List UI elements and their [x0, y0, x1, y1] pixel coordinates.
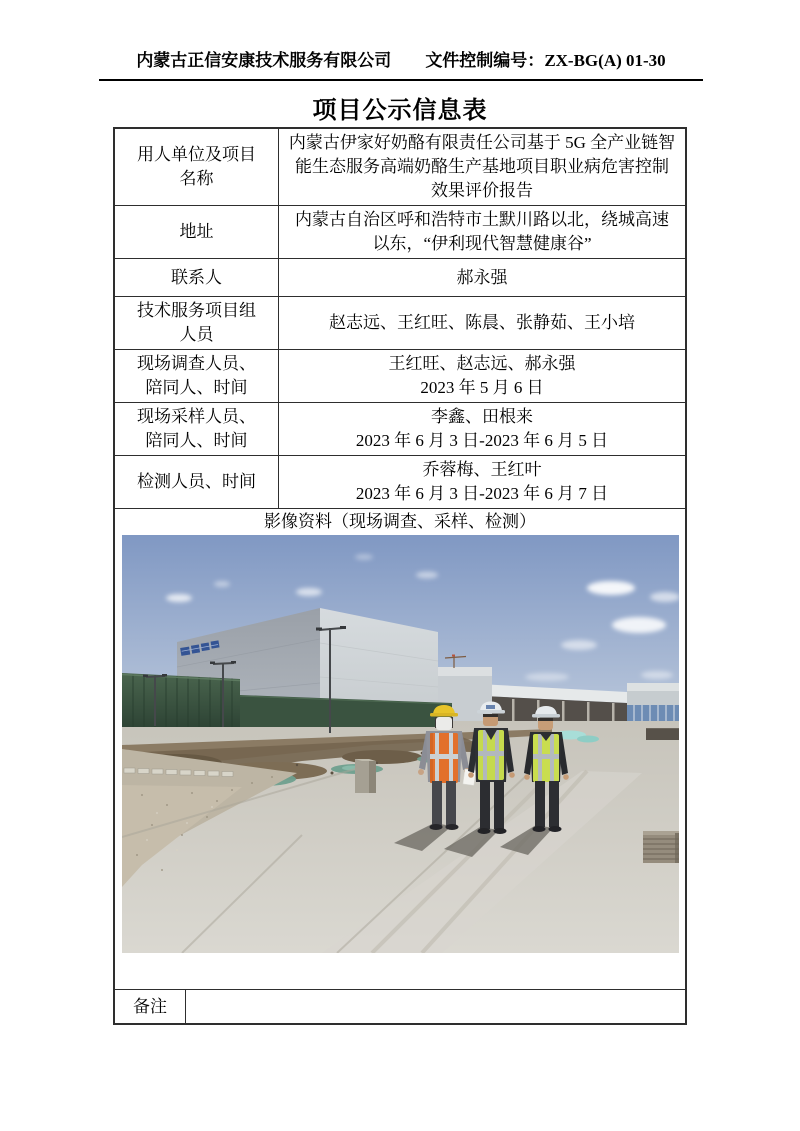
row-label: 现场采样人员、陪同人、时间 — [115, 403, 279, 455]
table-row-address — [115, 205, 685, 258]
table-row-media — [115, 508, 685, 989]
row-value-date: 2023 年 5 月 6 日 — [420, 378, 544, 397]
row-value-names: 王红旺、赵志远、郝永强 — [388, 354, 576, 373]
row-value — [279, 350, 685, 402]
site-photo — [122, 535, 679, 953]
document-header — [99, 50, 703, 81]
page-title: 项目公示信息表 — [312, 98, 488, 124]
row-label: 用人单位及项目名称 — [115, 129, 279, 205]
table-row-sampling — [115, 402, 685, 455]
row-value-names: 乔蓉梅、王红叶 — [422, 460, 542, 479]
row-value: 内蒙古自治区呼和浩特市土默川路以北，绕城高速以东，“伊利现代智慧健康谷” — [295, 210, 669, 253]
media-spacer — [115, 953, 685, 989]
row-value — [279, 403, 685, 455]
photo-pallet-stack — [643, 831, 679, 863]
row-value-names: 李鑫、田根来 — [431, 407, 533, 426]
row-value: 郝永强 — [456, 267, 508, 287]
media-cell — [115, 509, 685, 989]
table-row-testing — [115, 455, 685, 508]
row-label: 联系人 — [115, 259, 279, 296]
table-row-remark — [115, 989, 685, 1023]
row-value — [279, 456, 685, 508]
table-row-survey — [115, 349, 685, 402]
row-label: 检测人员、时间 — [115, 456, 279, 508]
row-label: 地址 — [115, 206, 279, 258]
table-row-team — [115, 296, 685, 349]
remark-value — [186, 990, 685, 1023]
row-label: 现场调查人员、陪同人、时间 — [115, 350, 279, 402]
photo-ground — [122, 721, 679, 953]
doc-control-number: 文件控制编号：ZX-BG(A) 01-30 — [425, 51, 666, 70]
row-label: 技术服务项目组人员 — [115, 297, 279, 349]
project-info-table — [113, 127, 687, 1025]
table-row-employer — [115, 129, 685, 205]
row-value: 赵志远、王红旺、陈晨、张静茹、王小培 — [329, 313, 635, 332]
row-value: 内蒙古伊家好奶酪有限责任公司基于 5G 全产业链智能生态服务高端奶酪生产基地项目职业病危害控制效果评价报告 — [288, 133, 676, 200]
media-section-title: 影像资料（现场调查、采样、检测） — [264, 512, 536, 531]
row-value-date: 2023 年 6 月 3 日-2023 年 6 月 7 日 — [355, 484, 609, 503]
table-row-contact — [115, 258, 685, 296]
remark-label: 备注 — [115, 990, 186, 1023]
company-name: 内蒙古正信安康技术服务有限公司 — [136, 51, 392, 70]
row-value-date: 2023 年 6 月 3 日-2023 年 6 月 5 日 — [355, 431, 609, 450]
